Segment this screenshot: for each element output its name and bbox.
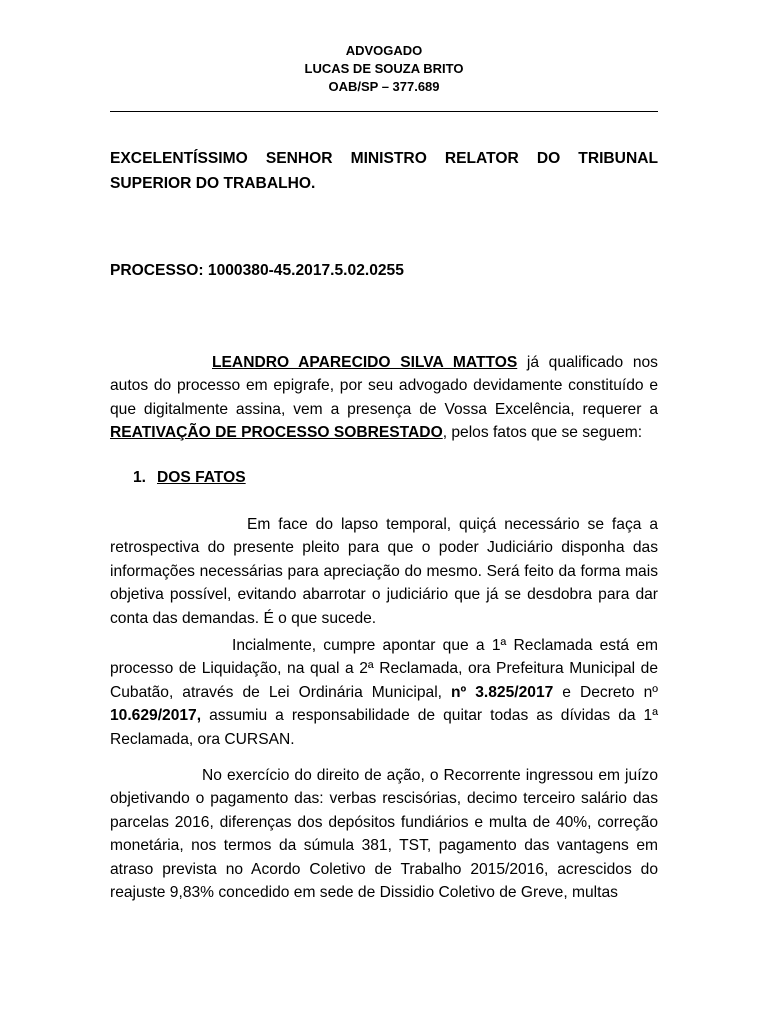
section-heading — [133, 467, 246, 489]
paragraph-1-text: Em face do lapso temporal, quiçá necessário se faça a retrospectiva do presente pleito para que o poder Judiciário disponha das informações necessárias para apreciação do mesmo. Será feito da forma mais objetiva possível, evitando abarrotar o judiciário que já se desdobra para dar conta das demandas. É o que sucede. — [110, 516, 658, 627]
paragraph-2-text-c: assumiu a responsabilidade de quitar todas as dívidas da 1ª Reclamada, ora CURSAN. — [110, 707, 658, 748]
lei-number: nº 3.825/2017 — [451, 683, 554, 701]
section-number: 1. — [133, 469, 147, 486]
letterhead-divider — [110, 111, 658, 112]
process-number: PROCESSO: 1000380-45.2017.5.02.0255 — [110, 262, 404, 279]
paragraph-2-text-b: e Decreto nº — [553, 683, 658, 701]
letterhead-role: ADVOGADO — [345, 43, 423, 58]
party-name: LEANDRO APARECIDO SILVA MATTOS — [212, 354, 518, 371]
paragraph-1 — [110, 513, 658, 630]
request-title: REATIVAÇÃO DE PROCESSO SOBRESTADO — [110, 424, 443, 442]
letterhead — [0, 42, 768, 96]
letterhead-oab: OAB/SP – 377.689 — [328, 79, 440, 94]
intro-text-b: , pelos fatos que se seguem: — [442, 424, 643, 442]
addressee: EXCELENTÍSSIMO SENHOR MINISTRO RELATOR DO TRIBUNAL SUPERIOR DO TRABALHO. — [110, 150, 658, 192]
paragraph-3-text: No exercício do direito de ação, o Recorrente ingressou em juízo objetivando o pagamento das: verbas rescisórias, decimo terceiro salário das parcelas 2016, diferenças dos depósitos fundiários e multa de 40%, correção monetária, nos termos da súmula 381, TST, pagamento das vantagens em atraso prevista no Acordo Coletivo de Trabalho 2015/2016, acrescidos do reajuste 9,83% concedido em sede de Dissidio Coletivo de Greve, multas — [110, 767, 658, 902]
intro-paragraph — [110, 351, 658, 445]
section-title: DOS FATOS — [157, 469, 246, 486]
letterhead-name: LUCAS DE SOUZA BRITO — [304, 61, 464, 76]
paragraph-3 — [110, 764, 658, 904]
decreto-number: 10.629/2017, — [110, 707, 202, 725]
paragraph-2-text-a: Incialmente, cumpre apontar que a 1ª Reclamada está em processo de Liquidação, na qual a 2ª Reclamada, ora Prefeitura Municipal de Cubatão, através de Lei Ordinária Municipal, — [110, 637, 658, 701]
intro-text-a: já qualificado nos autos do processo em epigrafe, por seu advogado devidamente constituído e que digitalmente assina, vem a presença de Vossa Excelência, requerer a — [110, 354, 658, 418]
paragraph-2 — [110, 634, 658, 751]
